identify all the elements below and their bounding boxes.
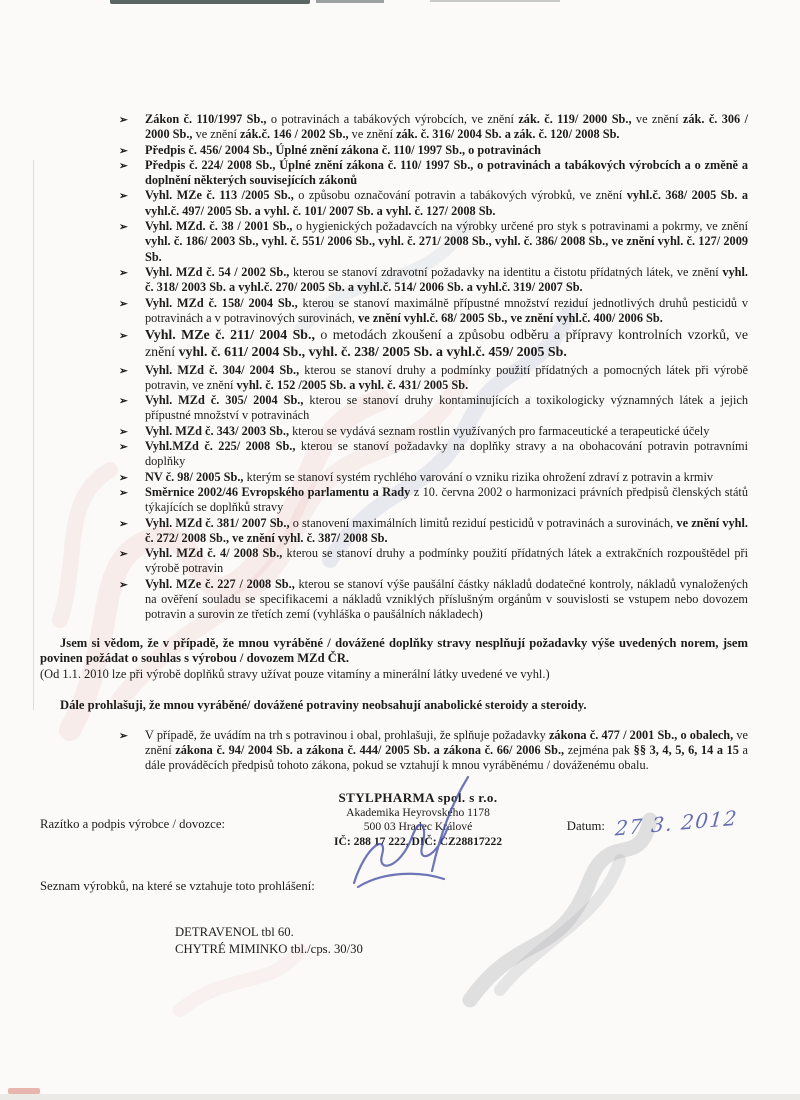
regulation-list (118, 112, 748, 623)
regulation-item: ➢ Vyhl.MZd č. 225/ 2008 Sb., kterou se stanoví požadavky na doplňky stravy a na obohacování potravin potravními doplňky (119, 439, 748, 469)
stamp-address-line1: Akademika Heyrovského 1178 (346, 805, 490, 819)
arrow-bullet-icon: ➢ (119, 115, 128, 126)
scan-artifact-top (110, 0, 310, 4)
regulation-item: ➢ NV č. 98/ 2005 Sb., kterým se stanoví systém rychlého varování o vzniku rizika ohrožení zdraví z potravin a krmiv (118, 470, 748, 485)
packaging-item: ➢ V případě, že uvádím na trh s potravinou i obal, prohlašuji, že splňuje požadavky zákona č. 477 / 2001 Sb., o obalech, ve znění zákona č. 94/ 2004 Sb. a zákona č. 444/ 2005 Sb. a zákona č. 66/ 2006 Sb., zejména pak §§ 3, 4, 5, 6, 14 a 15 a dále prováděcích předpisů tohoto zákona, pokud se vztahují k mnou vyráběnému / dováženému obalu. (119, 727, 748, 773)
regulation-item: ➢ Směrnice 2002/46 Evropského parlamentu a Rady z 10. června 2002 o harmonizaci právních předpisů členských států týkajících se doplňků stravy (119, 484, 748, 515)
handwritten-date: 27 3. 2012 (614, 805, 739, 841)
regulation-item: ➢ Vyhl. MZd č. 304/ 2004 Sb., kterou se stanoví druhy a podmínky použití přídatných a pomocných látek při výrobě potravin, ve znění vyhl. č. 152 /2005 Sb. a vyhl. č. 431/ 2005 Sb. (119, 362, 748, 392)
regulation-item: ➢ Předpis č. 224/ 2008 Sb., Úplné znění zákona č. 110/ 1997 Sb., o potravinách a tabákových výrobcích a o změně a doplnění některých souvisejících zákonů (119, 157, 748, 188)
arrow-bullet-icon: ➢ (119, 730, 128, 742)
stamp-company-name: STYLPHARMA spol. s r.o. (338, 790, 498, 806)
arrow-bullet-icon: ➢ (119, 518, 128, 530)
document-content (40, 112, 748, 957)
regulation-item: ➢ Vyhl. MZe č. 211/ 2004 Sb., o metodách zkoušení a způsobu odběru a přípravy kontrolních vzorků, ve znění vyhl. č. 611/ 2004 Sb., vyhl. č. 238/ 2005 Sb. a vyhl.č. 459/ 2005 Sb. (119, 328, 748, 361)
arrow-bullet-icon: ➢ (119, 160, 128, 172)
regulation-item: ➢ Zákon č. 110/1997 Sb., o potravinách a tabákových výrobcích, ve znění zák. č. 119/ 2000 Sb., ve znění zák. č. 306 / 2000 Sb., ve znění zák.č. 146 / 2002 Sb., ve znění zák. č. 316/ 2004 Sb. a zák. č. 120/ 2008 Sb. (119, 112, 748, 142)
arrow-bullet-icon: ➢ (119, 331, 128, 343)
scan-artifact-bottom-band (0, 1094, 800, 1100)
arrow-bullet-icon: ➢ (119, 472, 128, 484)
stamp-ids: IČ: 288 17 222, DIČ: CZ28817222 (333, 834, 503, 848)
arrow-bullet-icon: ➢ (119, 222, 128, 234)
arrow-bullet-icon: ➢ (119, 442, 128, 454)
arrow-bullet-icon: ➢ (119, 426, 128, 438)
regulation-item: ➢ Vyhl. MZe č. 227 / 2008 Sb., kterou se stanoví výše paušální částky nákladů dodatečné kontroly, nákladů vynaložených na ověření souladu se specifikacemi a nákladů vzniklých příslušným orgánům v souvislosti se vstupem nebo dovozem potravin a surovin ze třetích zemí (vyhláška o paušálních nákladech) (119, 576, 748, 622)
arrow-bullet-icon: ➢ (119, 396, 128, 408)
declaration-note: (Od 1.1. 2010 lze při výrobě doplňků stravy užívat pouze vitamíny a minerální látky uvedené ve vyhl.) (40, 667, 550, 682)
declaration-paragraph-2: Dále prohlašuji, že mnou vyráběné/ dovážené potraviny neobsahují anabolické steroidy a steroidy. (60, 697, 587, 712)
arrow-bullet-icon: ➢ (119, 549, 128, 561)
regulation-item: ➢ Vyhl. MZd č. 381/ 2007 Sb., o stanovení maximálních limitů reziduí pesticidů v potravinách a surovinách, ve znění vyhl. č. 272/ 2008 Sb., ve znění vyhl. č. 387/ 2008 Sb. (119, 515, 748, 545)
regulation-item: ➢ Vyhl. MZe č. 113 /2005 Sb., o způsobu označování potravin a tabákových výrobků, ve znění vyhl.č. 368/ 2005 Sb. a vyhl.č. 497/ 2005 Sb. a vyhl. č. 101/ 2007 Sb. a vyhl. č. 127/ 2008 Sb. (119, 188, 749, 218)
signature-row (40, 789, 748, 849)
regulation-item: ➢ Vyhl. MZd č. 54 / 2002 Sb., kterou se stanoví zdravotní požadavky na identitu a čistotu přídatných látek, ve znění vyhl. č. 318/ 2003 Sb. a vyhl.č. 270/ 2005 Sb. a vyhl.č. 514/ 2006 Sb. a vyhl.č. 319/ 2007 Sb. (119, 264, 748, 295)
date-block (558, 789, 748, 841)
arrow-bullet-icon: ➢ (119, 298, 128, 310)
date-label: Datum: (566, 819, 605, 834)
arrow-bullet-icon: ➢ (119, 145, 128, 157)
arrow-bullet-icon: ➢ (119, 579, 128, 591)
arrow-bullet-icon: ➢ (119, 365, 128, 377)
regulation-item: ➢ Vyhl. MZd č. 4/ 2008 Sb., kterou se stanoví druhy a podmínky použití přídatných látek a extrakčních rozpouštědel při výrobě potravin (119, 546, 748, 576)
declaration-paragraph-1: Jsem si vědom, že v případě, že mnou vyráběné / dovážené doplňky stravy nesplňují požadavky výše uvedených norem, jsem povinen požádat o souhlas s výrobou / dovozem MZd ČR. (40, 635, 748, 666)
regulation-item: ➢ Předpis č. 456/ 2004 Sb., Úplné znění zákona č. 110/ 1997 Sb., o potravinách (118, 143, 748, 158)
arrow-bullet-icon: ➢ (119, 191, 128, 203)
product-list (175, 924, 748, 957)
product-item: CHYTRÉ MIMINKO tbl./cps. 30/30 (175, 941, 363, 956)
product-item: DETRAVENOL tbl 60. (175, 925, 294, 940)
regulation-item: ➢ Vyhl. MZd č. 158/ 2004 Sb., kterou se stanoví maximálně přípustné množství reziduí jednotlivých druhů pesticidů v potravinách a v potravinových surovinách, ve znění vyhl.č. 68/ 2005 Sb., ve znění vyhl.č. 400/ 2006 Sb. (119, 295, 749, 325)
stamp-signature-label: Razítko a podpis výrobce / dovozce: (40, 817, 225, 832)
company-stamp (278, 789, 558, 849)
regulation-item: ➢ Vyhl. MZd č. 343/ 2003 Sb., kterou se vydává seznam rostlin využívaných pro farmaceutické a terapeutické účely (118, 424, 748, 439)
arrow-bullet-icon: ➢ (119, 267, 128, 279)
scan-artifact-top-2 (316, 0, 384, 3)
products-heading: Seznam výrobků, na které se vztahuje toto prohlášení: (40, 879, 315, 894)
regulation-item: ➢ Vyhl. MZd. č. 38 / 2001 Sb., o hygienických požadavcích na výrobky určené pro styk s potravinami a pokrmy, ve znění vyhl. č. 186/ 2003 Sb., vyhl. č. 551/ 2006 Sb., vyhl. č. 271/ 2008 Sb., vyhl. č. 386/ 2008 Sb., ve znění vyhl. č. 127/ 2009 Sb. (119, 219, 749, 264)
arrow-bullet-icon: ➢ (119, 487, 128, 499)
scan-artifact-edge-line (33, 160, 34, 710)
regulation-item: ➢ Vyhl. MZd č. 305/ 2004 Sb., kterou se stanoví druhy kontaminujících a toxikologicky významných látek a jejich přípustné množství v potravinách (119, 393, 749, 423)
scan-artifact-top-3 (430, 0, 560, 2)
packaging-list (118, 728, 748, 774)
stamp-address-line2: 500 03 Hradec Králové (363, 820, 473, 834)
